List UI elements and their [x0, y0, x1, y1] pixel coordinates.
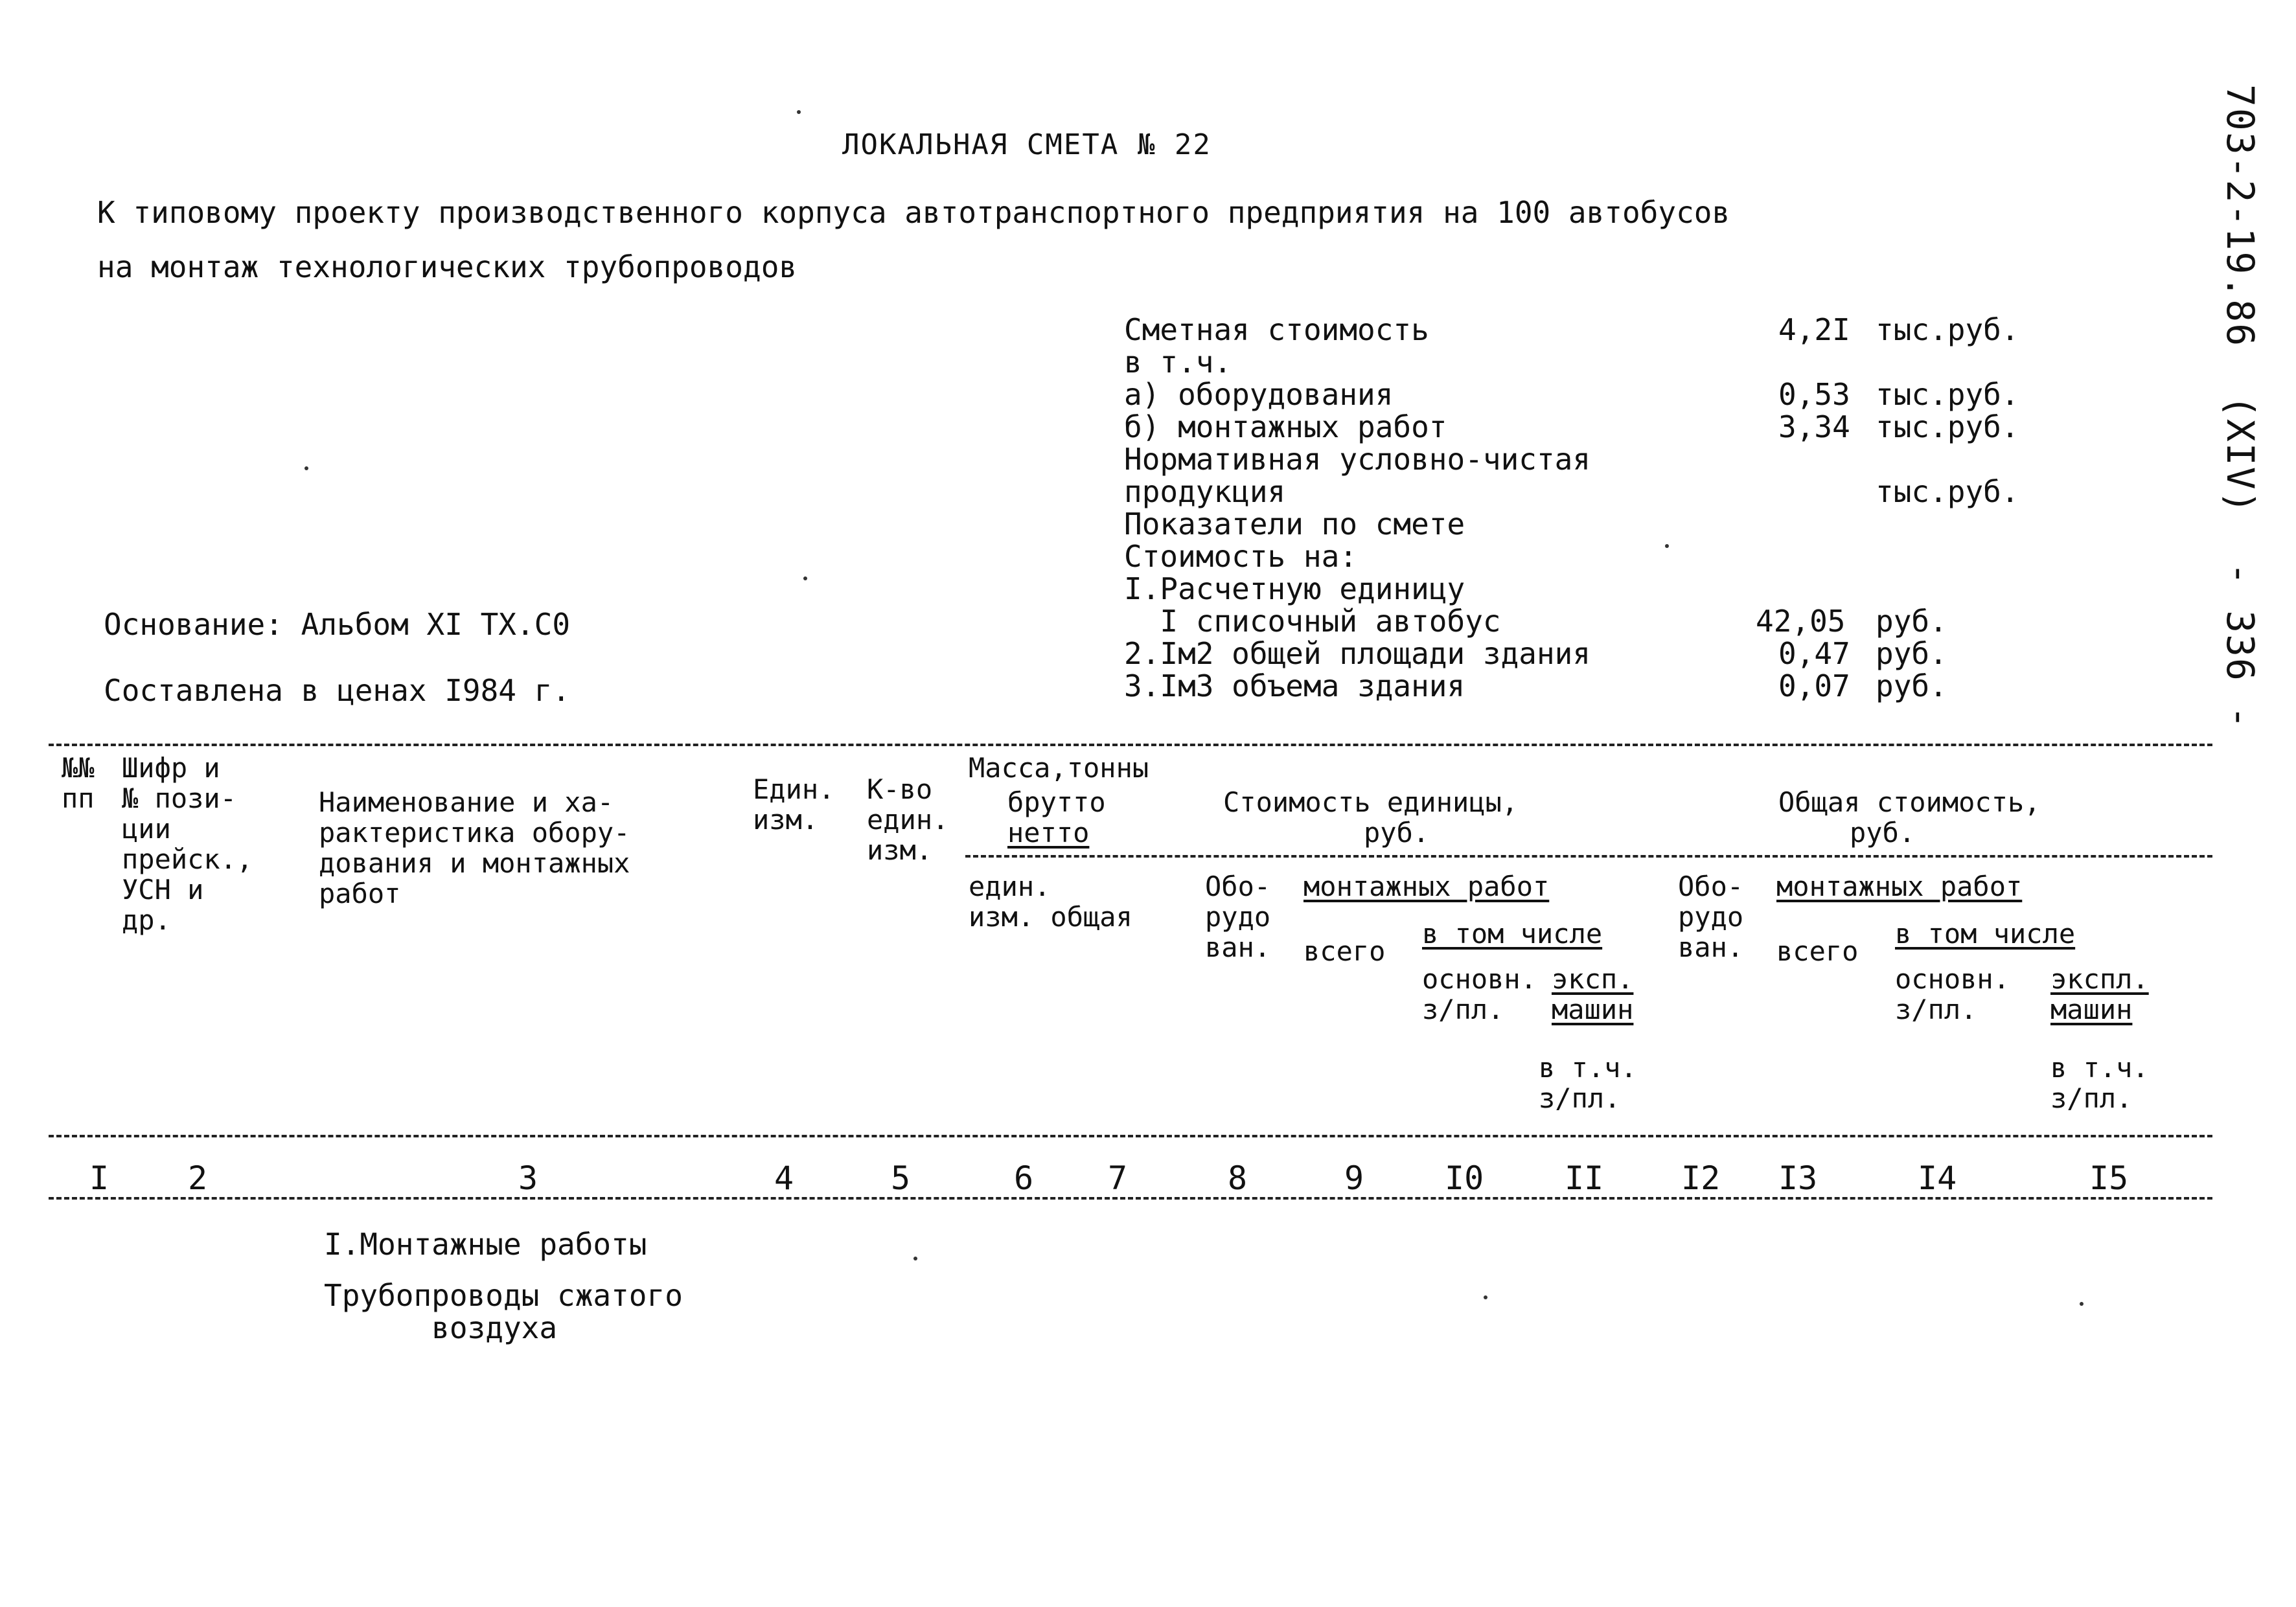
col-number: II [1565, 1159, 1604, 1197]
col-number: I3 [1778, 1159, 1818, 1197]
header-basic: основн. з/пл. [1422, 963, 1537, 1025]
col-number: 8 [1228, 1159, 1248, 1197]
summary-p1-value: 42,05 [1756, 604, 1846, 639]
header-incl-2: в том числе [1895, 918, 2076, 950]
subtitle-line-1: К типовому проекту производственного корпуса автотранспортного предприятия на 100 автобусов [97, 195, 1730, 230]
column-numbers-rule [49, 1197, 2212, 1200]
header-incl-wage: в т.ч. з/пл. [1539, 1052, 1637, 1114]
col-number: 9 [1344, 1159, 1364, 1197]
header-unit-cost-rub: руб. [1364, 817, 1430, 849]
summary-incl: в т.ч. [1124, 345, 1232, 380]
col-number: I0 [1445, 1159, 1484, 1197]
scan-speck [2080, 1302, 2084, 1306]
header-unit-cost: Стоимость единицы, [1223, 786, 1519, 818]
header-bottom-rule [49, 1135, 2212, 1137]
header-brutto: брутто [1007, 786, 1106, 818]
col-number: I4 [1918, 1159, 1957, 1197]
col-number: 6 [1014, 1159, 1034, 1197]
summary-indicators-label: Показатели по смете [1124, 507, 1465, 541]
scan-speck [1484, 1295, 1487, 1299]
scan-speck [304, 466, 308, 470]
header-col-3: Наименование и ха- рактеристика обору- дования и монтажных работ [319, 786, 630, 909]
col-number: 5 [891, 1159, 911, 1197]
header-subrule-mass [965, 855, 2212, 858]
summary-norm-unit: тыс.руб. [1876, 474, 2019, 509]
header-machine: эксп. машин [1552, 963, 1634, 1025]
header-total-cost: Общая стоимость, [1778, 786, 2041, 818]
header-machine-2: экспл. машин [2050, 963, 2149, 1025]
summary-p3-unit: руб. [1876, 668, 1947, 703]
summary-cost-per-label: Стоимость на: [1124, 539, 1358, 574]
scan-speck [803, 576, 807, 580]
header-total-2: всего [1776, 935, 1859, 967]
summary-p3-label: 3.Iм3 объема здания [1124, 668, 1465, 703]
col-number: I2 [1681, 1159, 1721, 1197]
summary-cost-value: 4,2I [1778, 312, 1850, 347]
summary-b-value: 3,34 [1778, 409, 1850, 444]
col-number: 7 [1108, 1159, 1128, 1197]
header-col-1: №№ пп [62, 752, 95, 814]
summary-cost-label: Сметная стоимость [1124, 312, 1429, 347]
header-col-2: Шифр и № пози- ции прейск., УСН и др. [122, 752, 253, 936]
summary-norm-label-1: Нормативная условно-чистая [1124, 442, 1591, 477]
subtitle-line-2: на монтаж технологических трубопроводов [97, 249, 798, 284]
summary-p2-unit: руб. [1876, 636, 1947, 671]
col-number: 3 [518, 1159, 538, 1197]
table-top-rule [49, 744, 2212, 746]
side-document-code: 703-2-19.86 (XIV) - 336 - [2218, 84, 2262, 730]
summary-a-label: а) оборудования [1124, 377, 1394, 412]
scan-speck [797, 110, 801, 114]
scan-speck [913, 1257, 917, 1260]
header-mount-2: монтажных работ [1776, 871, 2023, 902]
summary-b-label: б) монтажных работ [1124, 409, 1447, 444]
summary-p2-value: 0,47 [1778, 636, 1850, 671]
prices-text: Составлена в ценах I984 г. [104, 673, 571, 708]
header-incl: в том числе [1422, 918, 1603, 950]
summary-cost-unit: тыс.руб. [1876, 312, 2019, 347]
scan-speck [1665, 544, 1669, 548]
item-title: Трубопроводы сжатого воздуха [324, 1278, 683, 1345]
summary-a-unit: тыс.руб. [1876, 377, 2019, 412]
header-total: всего [1303, 935, 1386, 967]
header-netto: нетто [1007, 817, 1090, 849]
header-equip-2: Обо- рудо ван. [1678, 871, 1744, 963]
summary-p1-sub: I списочный автобус [1124, 604, 1501, 639]
section-title: I.Монтажные работы [324, 1227, 647, 1262]
col-number: I [89, 1159, 109, 1197]
header-col-4: Един. изм. [753, 773, 835, 836]
header-mount: монтажных работ [1303, 871, 1550, 902]
summary-p2-label: 2.Iм2 общей площади здания [1124, 636, 1591, 671]
col-number: 2 [188, 1159, 208, 1197]
header-mass: Масса,тонны [969, 752, 1149, 784]
header-col-5: К-во един. изм. [867, 773, 949, 866]
summary-b-unit: тыс.руб. [1876, 409, 2019, 444]
header-incl-wage-2: в т.ч. з/пл. [2050, 1052, 2149, 1114]
col-number: I5 [2089, 1159, 2129, 1197]
header-equip: Обо- рудо ван. [1205, 871, 1271, 963]
header-basic-2: основн. з/пл. [1895, 963, 2010, 1025]
header-total-cost-rub: руб. [1850, 817, 1916, 849]
summary-p1-label: I.Расчетную единицу [1124, 571, 1465, 606]
summary-a-value: 0,53 [1778, 377, 1850, 412]
header-col-6-7: един. изм. общая [969, 871, 1132, 933]
basis-text: Основание: Альбом XI ТХ.С0 [104, 607, 571, 642]
summary-p3-value: 0,07 [1778, 668, 1850, 703]
page-title: ЛОКАЛЬНАЯ СМЕТА № 22 [842, 128, 1211, 161]
summary-norm-label-2: продукция [1124, 474, 1286, 509]
col-number: 4 [774, 1159, 794, 1197]
summary-p1-unit: руб. [1876, 604, 1947, 639]
